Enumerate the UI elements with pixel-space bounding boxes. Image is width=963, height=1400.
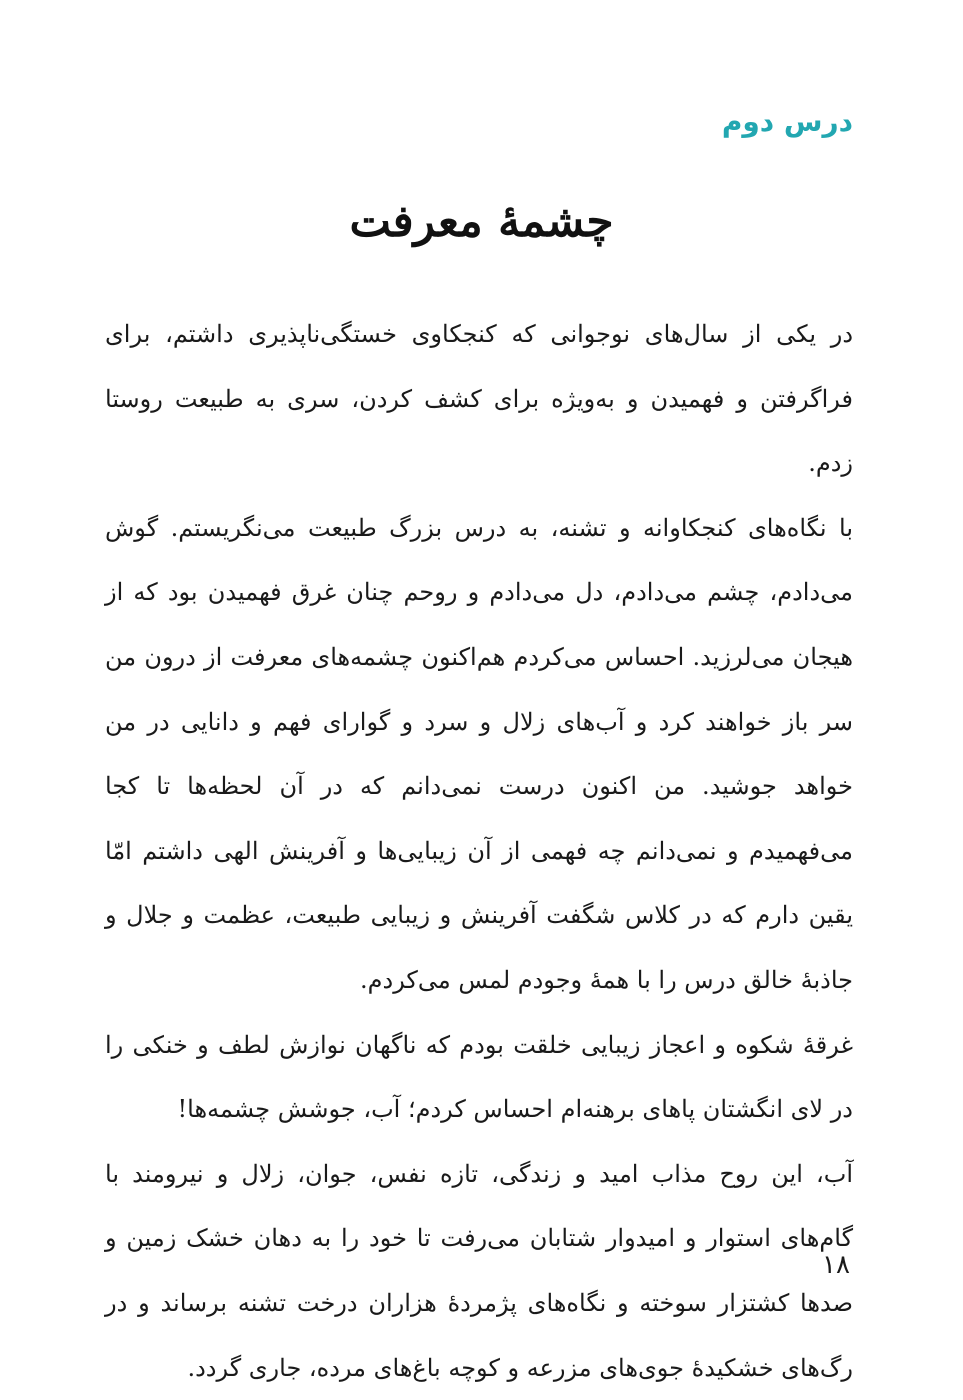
lesson-title: چشمهٔ معرفت xyxy=(349,196,614,247)
paragraph: آب، این روح مذاب امید و زندگی، تازه نفس، جوان، زلال و نیرومند با گام‌های استوار و امیدوار شتابان می‌رفت تا خود را به دهان خشک زمین و صدها کشتزار سوخته و نگاه‌های پژمردهٔ هزاران درخت تشنه برساند و در رگ‌های خشکیدهٔ جوی‌های مزرعه و کوچه باغ‌های مرده، جاری گردد. xyxy=(105,1159,853,1382)
paragraph: در یکی از سال‌های نوجوانی که کنجکاوی خستگی‌ناپذیری داشتم، برای فراگرفتن و فهمیدن و به‌ویژه برای کشف کردن، سری به طبیعت روستا زدم. xyxy=(105,320,853,478)
paragraph: غرقهٔ شکوه و اعجاز زیبایی خلقت بودم که ناگهان نوازش لطف و خنکی را در لای انگشتان پاهای برهنه‌ام احساس کردم؛ آب، جوشش چشمه‌ها! xyxy=(105,1030,854,1124)
page-number: ۱۸ xyxy=(822,1250,850,1280)
lesson-body xyxy=(105,302,853,1400)
paragraph: با نگاه‌های کنجکاوانه و تشنه، به درس بزرگ طبیعت می‌نگریستم. گوش می‌دادم، چشم می‌دادم، دل می‌دادم و روحم چنان غرق فهمیدن بود که از هیجان می‌لرزید. احساس می‌کردم هم‌اکنون چشمه‌های معرفت از درون من سر باز خواهند کرد و آب‌های زلال و سرد و گوارای فهم و دانایی در من خواهد جوشید. من اکنون درست نمی‌دانم که در آن لحظه‌ها تا کجا می‌فهمیدم و نمی‌دانم چه فهمی از آن زیبایی‌ها و آفرینش الهی داشتم امّا یقین دارم که در کلاس شگفت آفرینش و زیبایی طبیعت، عظمت و جلال و جاذبهٔ خالق درس را با همهٔ وجودم لمس می‌کردم. xyxy=(105,513,853,994)
lesson-label: درس دوم xyxy=(721,105,853,138)
